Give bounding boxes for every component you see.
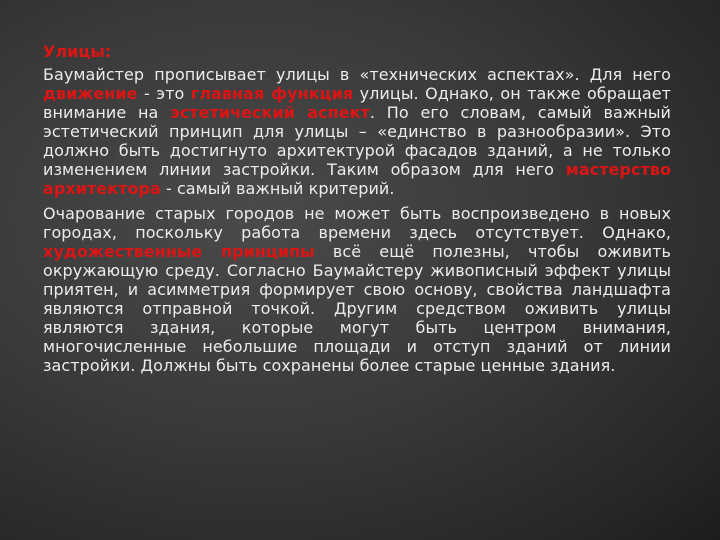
paragraph-2-text-2: всё ещё полезны, чтобы оживить окружающую среду. Согласно Баумайстеру живописный эффект улицы приятен, и асимметрия формирует свою основу, свойства ландшафта являются отправной точкой. Другим средством оживить улицы являются здания, которые могут быть центром внимания, многочисленные небольшие площади и отступ зданий от линии застройки. Должны быть сохранены более старые ценные здания. [43, 242, 671, 375]
paragraph-1-text-3: улицы. Однако, он также обращает внимание на [43, 84, 672, 122]
paragraph-1-text-5: - самый важный критерий. [160, 179, 395, 198]
highlight-movement: движение [43, 84, 138, 103]
paragraph-1 [43, 65, 671, 198]
slide-heading: Улицы: [43, 42, 112, 61]
slide-content [43, 42, 671, 381]
highlight-main-function: главная функция [190, 84, 354, 103]
highlight-architect-mastery: мастерство архитектора [43, 160, 671, 198]
highlight-aesthetic-aspect: эстетический аспект [170, 103, 370, 122]
highlight-artistic-principles: художественные принципы [43, 242, 315, 261]
paragraph-1-text-1: Баумайстер прописывает улицы в «технических аспектах». Для него [43, 65, 671, 84]
paragraph-1-text-2: - это [137, 84, 191, 103]
paragraph-1-text-4: . По его словам, самый важный эстетический принцип для улицы – «единство в разнообразии». Это должно быть достигнуто архитектурой фасадов зданий, а не только изменением линии застройки. Таким образом для него [43, 103, 671, 179]
paragraph-2 [43, 204, 671, 375]
paragraph-2-text-1: Очарование старых городов не может быть воспроизведено в новых городах, поскольку работа времени здесь отсутствует. Однако, [43, 204, 671, 242]
